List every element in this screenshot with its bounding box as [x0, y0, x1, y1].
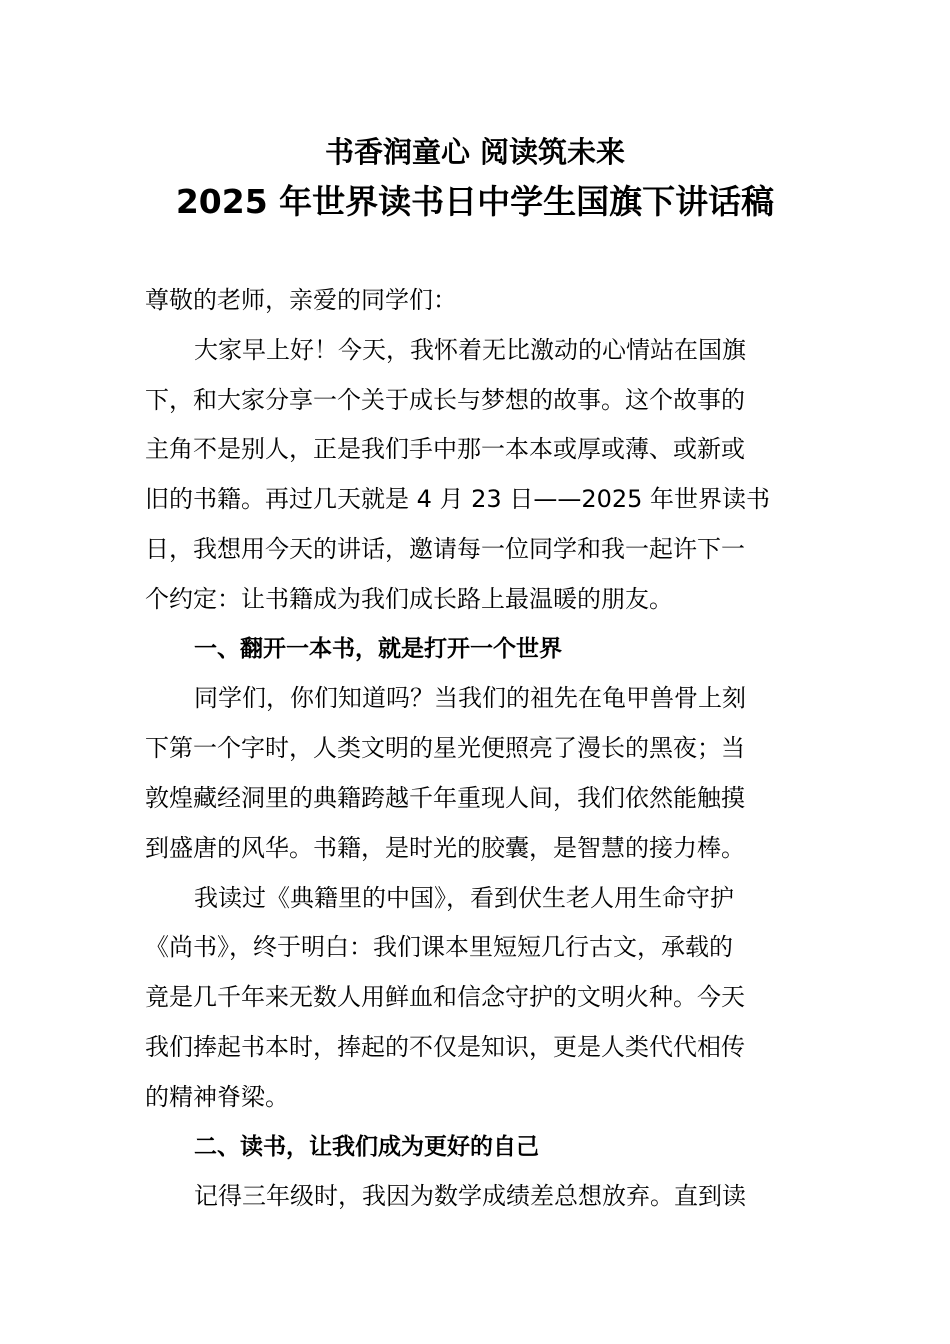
paragraph-line: 我们捧起书本时，捧起的不仅是知识，更是人类代代相传	[145, 1032, 745, 1061]
document-title: 书香润童心 阅读筑未来	[324, 135, 626, 169]
document-body	[145, 276, 810, 1222]
paragraph-line: 记得三年级时，我因为数学成绩差总想放弃。直到读	[194, 1182, 746, 1211]
section-heading: 一、翻开一本书，就是打开一个世界	[194, 635, 562, 662]
paragraph-line: 日，我想用今天的讲话，邀请每一位同学和我一起许下一	[145, 534, 745, 563]
paragraph-line: 同学们，你们知道吗？当我们的祖先在龟甲兽骨上刻	[194, 684, 746, 713]
paragraph-line: 敦煌藏经洞里的典籍跨越千年重现人间，我们依然能触摸	[145, 783, 745, 812]
paragraph-line: 主角不是别人，正是我们手中那一本本或厚或薄、或新或	[145, 435, 745, 464]
paragraph-line: 《尚书》，终于明白：我们课本里短短几行古文，承载的	[145, 933, 733, 962]
salutation: 尊敬的老师，亲爱的同学们：	[145, 286, 457, 314]
paragraph-line: 下第一个字时，人类文明的星光便照亮了漫长的黑夜；当	[145, 734, 745, 763]
section-heading: 二、读书，让我们成为更好的自己	[194, 1133, 539, 1160]
paragraph-line: 个约定：让书籍成为我们成长路上最温暖的朋友。	[145, 584, 673, 613]
paragraph-line: 大家早上好！今天，我怀着无比激动的心情站在国旗	[194, 335, 746, 364]
paragraph-line: 竟是几千年来无数人用鲜血和信念守护的文明火种。今天	[145, 983, 745, 1012]
paragraph-line: 到盛唐的风华。书籍，是时光的胶囊，是智慧的接力棒。	[145, 833, 745, 862]
paragraph-line: 的精神脊梁。	[145, 1082, 289, 1111]
paragraph-line: 我读过《典籍里的中国》，看到伏生老人用生命守护	[194, 883, 734, 912]
paragraph-line: 下，和大家分享一个关于成长与梦想的故事。这个故事的	[145, 385, 745, 414]
document-subtitle: 2025 年世界读书日中学生国旗下讲话稿	[175, 182, 775, 221]
paragraph-line: 旧的书籍。再过几天就是 4 月 23 日——2025 年世界读书	[145, 485, 771, 514]
